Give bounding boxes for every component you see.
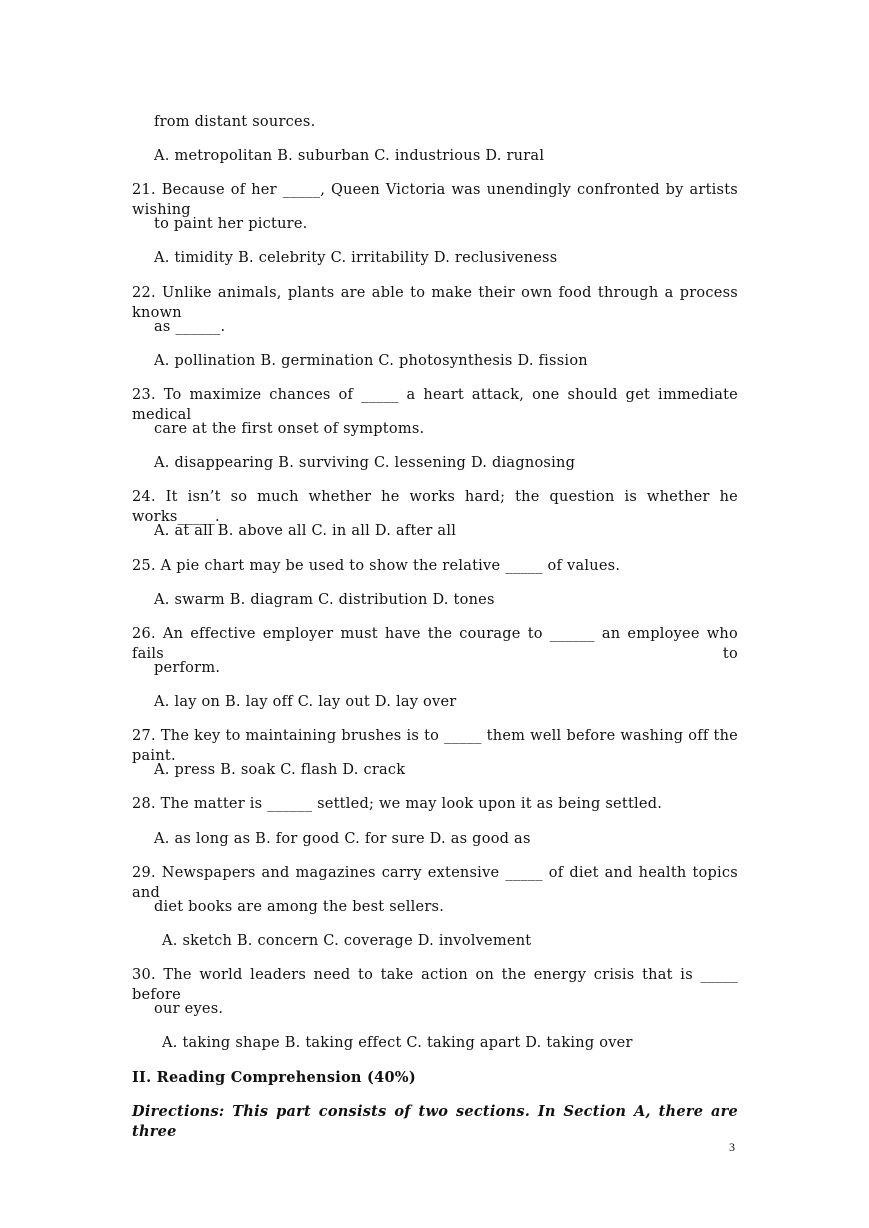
question-20-continuation: from distant sources. (154, 114, 316, 130)
question-29-options: A. sketch B. concern C. coverage D. involvement (162, 933, 532, 949)
question-24-stem: 24. It isn’t so much whether he works hard; the question is whether he works_____. (132, 489, 738, 525)
question-22-continuation: as ______. (154, 319, 226, 335)
page-number: 3 (729, 1140, 735, 1154)
question-27-stem: 27. The key to maintaining brushes is to _____ them well before washing off the paint. (132, 728, 738, 764)
question-23-continuation: care at the first onset of symptoms. (154, 421, 425, 437)
question-22-stem: 22. Unlike animals, plants are able to make their own food through a process known (132, 285, 738, 321)
section-directions: Directions: This part consists of two sections. In Section A, there are three (132, 1103, 738, 1140)
question-29-continuation: diet books are among the best sellers. (154, 899, 445, 915)
question-26-continuation: perform. (154, 660, 221, 676)
question-26-options: A. lay on B. lay off C. lay out D. lay over (154, 694, 457, 710)
question-30-stem: 30. The world leaders need to take action on the energy crisis that is _____ before (132, 967, 738, 1003)
question-30-options: A. taking shape B. taking effect C. taking apart D. taking over (162, 1035, 633, 1051)
question-22-options: A. pollination B. germination C. photosynthesis D. fission (154, 353, 588, 369)
section-heading: II. Reading Comprehension (40%) (132, 1069, 416, 1086)
question-24-options: A. at all B. above all C. in all D. after all (154, 523, 457, 539)
question-20-options: A. metropolitan B. suburban C. industrious D. rural (154, 148, 545, 164)
question-21-continuation: to paint her picture. (154, 216, 308, 232)
question-30-continuation: our eyes. (154, 1001, 224, 1017)
question-29-stem: 29. Newspapers and magazines carry extensive _____ of diet and health topics and (132, 865, 738, 901)
question-28-options: A. as long as B. for good C. for sure D. as good as (154, 831, 531, 847)
question-21-stem: 21. Because of her _____, Queen Victoria was unendingly confronted by artists wishing (132, 182, 738, 218)
question-23-stem: 23. To maximize chances of _____ a heart attack, one should get immediate medical (132, 387, 738, 423)
question-25-stem: 25. A pie chart may be used to show the relative _____ of values. (132, 558, 621, 574)
question-27-options: A. press B. soak C. flash D. crack (154, 762, 406, 778)
question-26-stem: 26. An effective employer must have the courage to ______ an employee who fails to (132, 626, 738, 662)
question-23-options: A. disappearing B. surviving C. lessening D. diagnosing (154, 455, 576, 471)
question-21-options: A. timidity B. celebrity C. irritability D. reclusiveness (154, 250, 558, 266)
question-28-stem: 28. The matter is ______ settled; we may look upon it as being settled. (132, 796, 663, 812)
question-25-options: A. swarm B. diagram C. distribution D. tones (154, 592, 495, 608)
